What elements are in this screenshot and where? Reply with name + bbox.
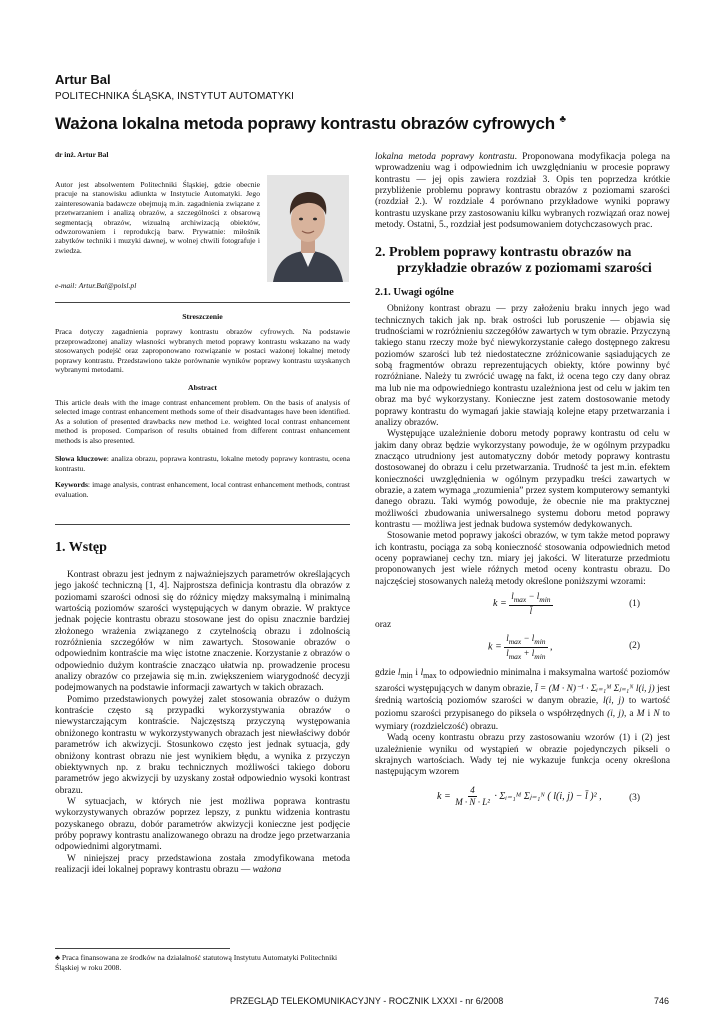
section-1-paragraph bbox=[55, 854, 350, 877]
p4-text: W niniejszej pracy przedstawiona została zmodyfikowana metoda realizacji idei lokalnej poprawy kontrastu obrazu — bbox=[55, 853, 350, 875]
p4-N: N bbox=[653, 709, 660, 719]
section-1-heading: 1. Wstęp bbox=[55, 540, 107, 555]
subsection-2-1-heading: 2.1. Uwagi ogólne bbox=[375, 287, 454, 299]
equation-3 bbox=[375, 785, 670, 813]
section-1-paragraph: Pomimo przedstawionych powyżej zalet stosowania obrazów o dużym kontraście często są przypadki wykorzystywania obrazów o niewystarczającym kontraście. Najczęstszą przyczyną występowania obniżonego kontrastu w wykorzystywanych obrazach jest niewłaściwy dobór parametrów ich akwizycji. Stosunkowo często jest jednak sytuacja, gdy obniżony kontrast obrazu nie jest wynikiem błędu, a wynika z przyczyn obiektywnych np. z braku technicznych możliwości takiego doboru parametrów jego akwizycji by uzyskany został odpowiednio wysoki kontrast obrazu. bbox=[55, 694, 350, 796]
eq2-sub: max bbox=[508, 637, 522, 647]
eq2-op: + l bbox=[521, 648, 535, 659]
eq2-denominator bbox=[504, 648, 547, 662]
p4-lmax: l bbox=[420, 668, 424, 679]
p4-f: i bbox=[644, 709, 654, 719]
eq2-l: l bbox=[506, 633, 509, 644]
section-2-heading bbox=[375, 245, 670, 277]
eq2-sub: min bbox=[534, 651, 546, 661]
equation-1 bbox=[375, 591, 670, 619]
title-footnote-mark: ♣ bbox=[559, 114, 566, 125]
left-column bbox=[55, 150, 350, 875]
section-2-paragraph: Występujące uzależnienie doboru metody poprawy kontrastu od celu w jakim dany obraz będzie wykorzystany powoduje, że w ogólnym przypadku znacząco utrudniony jest automatyczny dobór metody poprawy kontrastu dostosowanej do obrazu i celu przetwarzania. Trudność ta jest m.in. efektem konieczności uwzględnienia w ogólnym przypadku treści zawartych w obrazie, a zatem wymaga „rozumienia” przez system komputerowy semantyki danego obrazu. Taki wymóg powoduje, że obecnie nie ma praktycznej możliwości zbudowania uniwersalnego systemu doboru metod poprawy kontrastu — możliwa jest jednak budowa systemów dedykowanych. bbox=[375, 429, 670, 530]
eq1-numerator bbox=[509, 591, 552, 606]
eq3-denominator: M · N · L² bbox=[455, 796, 490, 807]
journal-name: PRZEGLĄD TELEKOMUNIKACYJNY - ROCZNIK LXXXI - nr 6/2008 bbox=[230, 996, 504, 1006]
eq3-numerator: 4 bbox=[470, 784, 475, 795]
section-2-paragraph: Obniżony kontrast obrazu — przy założeniu braku innych jego wad technicznych takich jak np. brak ostrości lub poruszenie — objawia się trudnościami w rozróżnieniu szczegółów zawartych w tym obrazie. Przyczyną takiego stanu rzeczy może być niewykorzystanie całego dostępnego zakresu poziomów szarości lub też niedostateczne zróżnicowanie sąsiadujących ze sobą fragmentów obrazu reprezentujących obiekty, które powinny być rozróżniane. Należy tu zwrócić uwagę na fakt, iż ocena tego czy dany obraz ma lub nie ma odpowiedniego kontrastu uzależniona jest od celu w jakim ten obraz ma być wykorzystany. Konieczne jest zatem dostosowanie metody poprawy kontrastu do wymagań jakie stawiają kolejne etapy przetwarzania i analizy obrazów. bbox=[375, 304, 670, 428]
eq3-tail: · Σᵢ₌₁ᴹ Σⱼ₌₁ᴺ ( l(i, j) − l̄ )² , bbox=[494, 790, 602, 802]
streszczenie-heading: Streszczenie bbox=[182, 312, 223, 321]
eq2-l: l bbox=[506, 648, 509, 659]
eq1-denominator: l̄ bbox=[529, 605, 533, 616]
section-1-paragraph: W sytuacjach, w których nie jest możliwa poprawa kontrastu wykorzystywanych obrazów poprzez lepszy, z punktu widzenia kontrastu pozyskanego obrazu, dobór parametrów akwizycji konieczne jest podjęcie próby poprawy kontrastu analizowanego obrazu na drodze jego przetwarzania odpowiednimi algorytmami. bbox=[55, 796, 350, 853]
bio-email: e-mail: Artur.Bal@polsl.pl bbox=[55, 281, 137, 290]
intro-text: . Proponowana modyfikacja polega na wprowadzeniu wag i odpowiednim ich uwzględnianiu w procesie poprawy kontrastu — jej opis zawiera rozdział 3. Opis ten poprzedza krótkie przybliżenie problemu poprawy kontrastu obrazów z poziomami szarości (rozdział 2.). W rozdziale 4 porównano przykładowe wyniki poprawy kontrastu uzyskane przy zastosowaniu kilku wybranych rozwiązań oraz nowej metody. Ostatni, 5., rozdział jest podsumowaniem dotychczasowych prac. bbox=[375, 152, 671, 231]
bio-name: dr inż. Artur Bal bbox=[55, 150, 109, 159]
eq1-fraction bbox=[509, 591, 552, 617]
section-2-heading-line1: 2. Problem poprawy kontrastu obrazów na bbox=[375, 245, 632, 261]
keywords-en-text: : image analysis, contrast enhancement, local contrast enhancement methods, contrast evaluation. bbox=[55, 480, 350, 499]
eq2-sub: max bbox=[508, 651, 522, 661]
eq1-sub: min bbox=[539, 594, 551, 604]
eq3-label: (3) bbox=[629, 792, 640, 803]
eq1-k: k = bbox=[493, 598, 507, 610]
eq2-fraction bbox=[504, 633, 547, 662]
p4-sub: max bbox=[423, 671, 437, 681]
divider bbox=[55, 302, 350, 303]
p4-b: to odpowiednio minimalna i maksymalna wartość poziomów szarości występujących w danym obrazie, bbox=[375, 668, 671, 694]
eq1-sub: max bbox=[513, 594, 527, 604]
section-2-heading-line2: przykładzie obrazów z poziomami szarości bbox=[397, 261, 652, 277]
p4-c: jest średnią wartością poziomów szarości w danym obrazie, bbox=[375, 683, 670, 707]
eq2-sub: min bbox=[534, 637, 546, 647]
keywords-en-label: Keywords bbox=[55, 480, 88, 489]
footnote-mark: ♣ bbox=[55, 953, 60, 962]
mean-formula: l̄ = (M · N)⁻¹ · Σᵢ₌₁ᴹ Σⱼ₌₁ᴺ l(i, j) bbox=[534, 683, 655, 694]
keywords-pl-text: : analiza obrazu, poprawa kontrastu, lokalne metody poprawy kontrastu, ocena kontrastu. bbox=[55, 454, 350, 473]
keywords-pl-label: Słowa kluczowe bbox=[55, 454, 107, 463]
eq3-k: k = bbox=[437, 790, 451, 802]
author-photo bbox=[267, 175, 349, 282]
author-affiliation: POLITECHNIKA ŚLĄSKA, INSTYTUT AUTOMATYKI bbox=[55, 91, 295, 102]
eq2-tail: , bbox=[550, 641, 553, 653]
paper-title-text: Ważona lokalna metoda poprawy kontrastu obrazów cyfrowych bbox=[55, 114, 555, 133]
p4-ij: (i, j) bbox=[607, 709, 624, 719]
section-2-paragraph: Wadą oceny kontrastu obrazu przy zastosowaniu wzorów (1) i (2) jest uzależnienie wyniku od wystąpień w obrazie pojedynczych pikseli o skrajnych wartościach. Wady tej nie wykazuje funkcja oceny określona następującym wzorem bbox=[375, 733, 670, 778]
p4-lmin: l bbox=[397, 668, 401, 679]
abstract-text: This article deals with the image contrast enhancement problem. On the basis of analysis of selected image contrast enhancement methods some of their disadvantages have been identified. As a solution of presented drawbacks new method i.e. weighted local contrast enhancement method is proposed. Comparison of results obtained from different contrast enhancement methods is also presented. bbox=[55, 397, 350, 445]
paper-title bbox=[55, 114, 675, 134]
eq2-op: − l bbox=[521, 633, 535, 644]
eq3-fraction bbox=[453, 785, 492, 808]
eq2-numerator bbox=[504, 633, 547, 648]
footnote-text: Praca finansowana ze środków na działalność statutową Instytutu Automatyki Politechniki Śląskiej w roku 2008. bbox=[55, 953, 338, 972]
oraz: oraz bbox=[375, 620, 392, 630]
author-bio bbox=[55, 150, 350, 295]
p4-a: gdzie bbox=[375, 668, 398, 679]
eq1-label: (1) bbox=[629, 599, 640, 609]
eq1-op: − l bbox=[526, 591, 540, 601]
section-1-paragraph: Kontrast obrazu jest jednym z najważniejszych parametrów określających jego jakość techniczną [1, 4]. Najprostsza definicja kontrastu dla obrazów z poziomami szarości odnosi się do różnicy między maksymalną i minimalną wartością poziomów szarości występujących w danym obrazie. W praktyce jednak pojęcie kontrastu obrazu stosowane jest do opisu znacznie bardziej złożonego wrażenia związanego z czytelnością obrazu i zdolnością rozróżnienia szczegółów w nim zawartych. Stosowanie obrazów o odpowiednim kontraście ma więc istotne znaczenie. Korzystanie z obrazów o odpowiednio dużym kontraście znacząco ułatwia np. prowadzenie procesu analizy obrazów co przejawia się m.in. zwiększeniem wiarygodność decyzji podejmowanych na podstawie informacji zawartych w takich obrazach. bbox=[55, 570, 350, 694]
p4-e: , a bbox=[623, 709, 637, 719]
p4-g: to wymiary (rozdzielczość) obrazu. bbox=[375, 709, 670, 732]
p4-italic: ważona bbox=[252, 864, 282, 875]
bio-text: Autor jest absolwentem Politechniki Śląskiej, gdzie obecnie pracuje na stanowisku adiunkta w Instytucie Automatyki. Jego zainteresowania badawcze obejmują m.in. zagadnienia związane z przetwarzaniem i analizą obrazów, a szczególności z obsarową segmentacją obrazów, wizualną archiwizacją obiektów, odwzorowaniem i reprodukcją barw. Prywatnie: miłośnik zabytków techniki i muzyki dawnej, w wolnej chwili fotografuje i zwiedza. bbox=[55, 180, 260, 255]
section-2-paragraph: Stosowanie metod poprawy jakości obrazów, w tym także metod poprawy ich kontrastu, pociąga za sobą konieczność stosowania odpowiednich metod oceny poprawianej cechy tzn. miary jej jakości. W literaturze przedmiotu proponowanych jest wiele różnych metod oceny kontrastu obrazu. Do najczęściej stosowanych należą metody określone poniższymi wzorami: bbox=[375, 531, 670, 587]
eq2-k: k = bbox=[488, 641, 502, 653]
eq2-label: (2) bbox=[629, 641, 640, 652]
section-1 bbox=[55, 540, 350, 876]
abstracts-block bbox=[55, 312, 350, 499]
equation-2 bbox=[375, 633, 670, 661]
keywords-pl bbox=[55, 454, 350, 473]
p4-M: M bbox=[636, 709, 645, 719]
intro-continuation bbox=[375, 152, 670, 231]
eq1-l: l bbox=[511, 591, 514, 601]
streszczenie-text: Praca dotyczy zagadnienia poprawy kontrastu obrazów cyfrowych. Na podstawie przeprowadzonej analizy własności wybranych metod poprawy kontrastu wskazano na wady stosowanych podejść oraz zaproponowano rozwiązanie w postaci ważonej lokalnej metody poprawy kontrastu. Przedstawiono także porównanie wyników poprawy kontrastu uzyskanych wybranymi metodami. bbox=[55, 327, 350, 374]
right-column bbox=[375, 152, 670, 813]
keywords-en bbox=[55, 480, 350, 499]
author-portrait-icon bbox=[267, 175, 349, 282]
p4-d: to wartość poziomu szarości przypisanego do piksela o współrzędnych bbox=[375, 696, 671, 719]
author-name: Artur Bal bbox=[55, 72, 111, 87]
variables-explanation bbox=[375, 667, 670, 733]
footnote bbox=[55, 953, 350, 972]
p4-i: i bbox=[412, 668, 421, 679]
p4-lij: l(i, j) bbox=[603, 696, 625, 707]
footnote-divider bbox=[55, 948, 230, 949]
divider bbox=[55, 524, 350, 525]
abstract-heading: Abstract bbox=[187, 382, 217, 392]
p4-sub: min bbox=[400, 671, 413, 681]
page-number: 746 bbox=[654, 996, 670, 1006]
intro-italic: lokalna metoda poprawy kontrastu bbox=[375, 152, 515, 162]
